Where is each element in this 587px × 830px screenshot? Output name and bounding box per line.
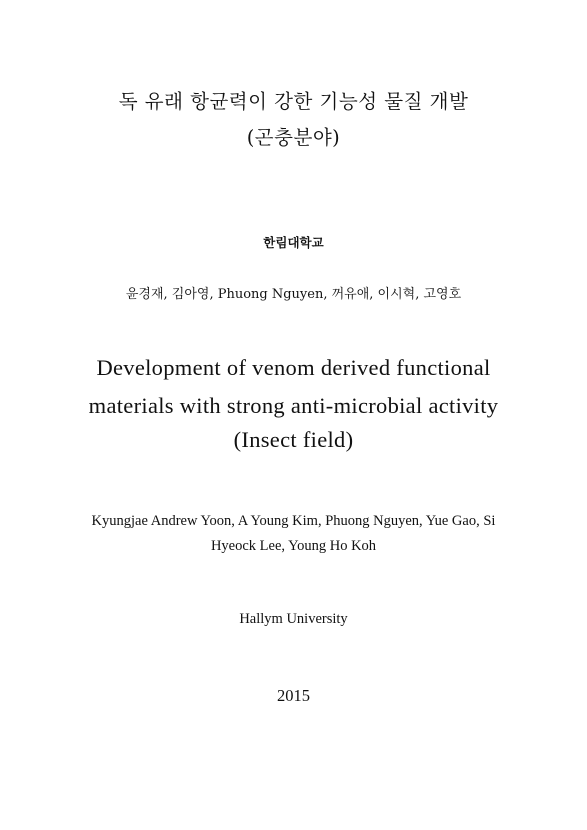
english-institution: Hallym University bbox=[239, 611, 348, 627]
korean-authors: 윤경재, 김아영, Phuong Nguyen, 꺼유애, 이시혁, 고영호 bbox=[125, 287, 462, 302]
english-title-line-2: materials with strong anti-microbial activity bbox=[88, 393, 499, 418]
english-title-line-3: (Insect field) bbox=[233, 427, 354, 452]
publication-year: 2015 bbox=[277, 686, 310, 705]
english-authors-line-2: Hyeock Lee, Young Ho Koh bbox=[210, 538, 377, 554]
english-authors-line-1: Kyungjae Andrew Yoon, A Young Kim, Phuong Nguyen, Yue Gao, Si bbox=[91, 513, 496, 529]
korean-title-line-1: 독 유래 항균력이 강한 기능성 물질 개발 bbox=[118, 90, 469, 113]
korean-title-line-2: (곤충분야) bbox=[246, 126, 341, 149]
korean-institution: 한림대학교 bbox=[263, 235, 324, 250]
english-title-line-1: Development of venom derived functional bbox=[96, 355, 491, 380]
